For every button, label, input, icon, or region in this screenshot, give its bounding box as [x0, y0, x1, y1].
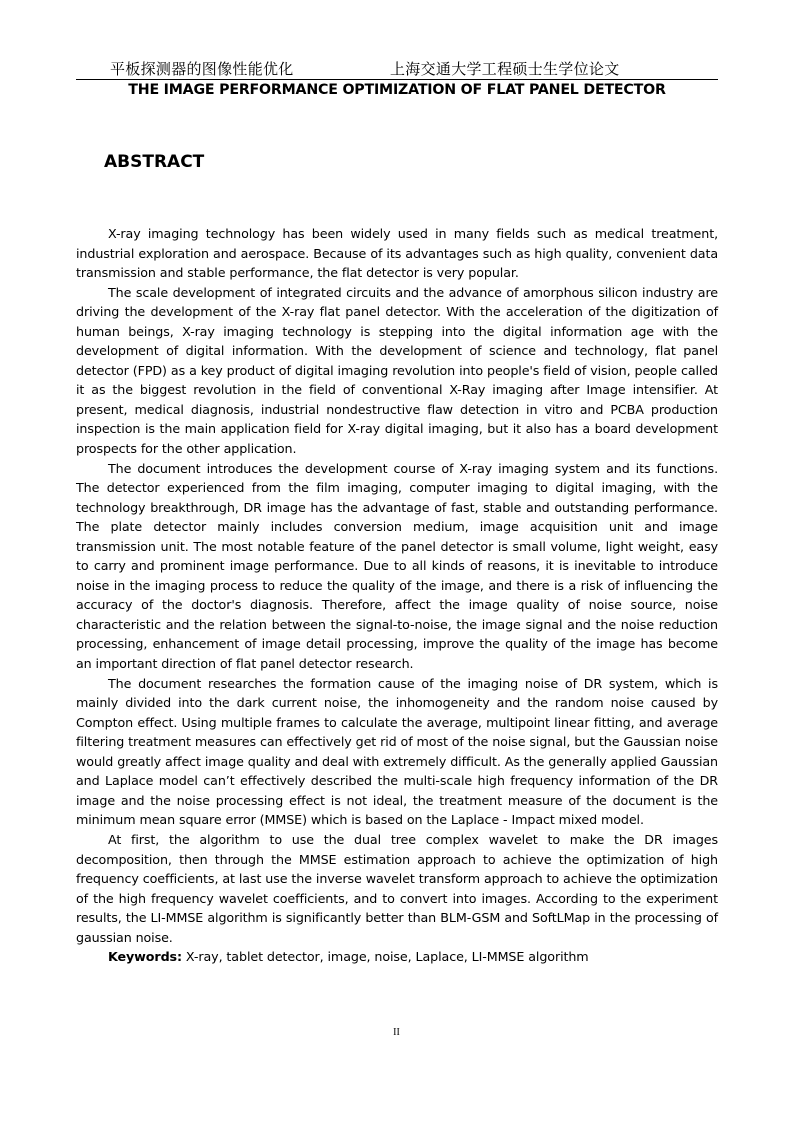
header-thesis-title: 平板探测器的图像性能优化 — [110, 60, 294, 78]
abstract-heading: ABSTRACT — [104, 152, 205, 172]
keywords-label: Keywords: — [108, 949, 182, 965]
page-number: II — [393, 1027, 400, 1038]
document-title: THE IMAGE PERFORMANCE OPTIMIZATION OF FLAT PANEL DETECTOR — [128, 82, 666, 98]
header-university: 上海交通大学工程硕士生学位论文 — [390, 60, 620, 78]
header-rule — [76, 79, 718, 80]
paragraph: The scale development of integrated circuits and the advance of amorphous silicon industry are driving the development of the X-ray flat panel detector. With the acceleration of the digitization of human beings, X-ray imaging technology is stepping into the digital information age with the development of digital information. With the development of science and technology, flat panel detector (FPD) as a key product of digital imaging revolution into people's field of vision, people called it as the biggest revolution in the field of conventional X-Ray imaging after Image intensifier. At present, medical diagnosis, industrial nondestructive flaw detection in vitro and PCBA production inspection is the main application field for X-ray digital imaging, but it also has a board development prospects for the other application. — [76, 284, 718, 457]
abstract-body — [76, 224, 718, 967]
keywords-line — [76, 947, 718, 967]
keywords-text: X-ray, tablet detector, image, noise, Laplace, LI-MMSE algorithm — [182, 949, 589, 965]
paragraph: The document introduces the development course of X-ray imaging system and its functions. The detector experienced from the film imaging, computer imaging to digital imaging, with the technology breakthrough, DR image has the advantage of fast, stable and outstanding performance. The plate detector mainly includes conversion medium, image acquisition unit and image transmission unit. The most notable feature of the panel detector is small volume, light weight, easy to carry and prominent image performance. Due to all kinds of reasons, it is inevitable to introduce noise in the imaging process to reduce the quality of the image, and there is a risk of influencing the accuracy of the doctor's diagnosis. Therefore, affect the image quality of noise source, noise characteristic and the relation between the signal-to-noise, the image signal and the noise reduction processing, enhancement of image detail processing, improve the quality of the image has become an important direction of flat panel detector research. — [76, 460, 718, 672]
paragraph: At first, the algorithm to use the dual tree complex wavelet to make the DR images decomposition, then through the MMSE estimation approach to achieve the optimization of high frequency coefficients, at last use the inverse wavelet transform approach to achieve the optimization of the high frequency wavelet coefficients, and to convert into images. According to the experiment results, the LI-MMSE algorithm is significantly better than BLM-GSM and SoftLMap in the processing of gaussian noise. — [76, 831, 718, 945]
paragraph: X-ray imaging technology has been widely used in many fields such as medical treatment, industrial exploration and aerospace. Because of its advantages such as high quality, convenient data transmission and stable performance, the flat detector is very popular. — [76, 226, 718, 281]
paragraph: The document researches the formation cause of the imaging noise of DR system, which is mainly divided into the dark current noise, the inhomogeneity and the random noise caused by Compton effect. Using multiple frames to calculate the average, multipoint linear fitting, and average filtering treatment measures can effectively get rid of most of the noise signal, but the Gaussian noise would greatly affect image quality and deal with extremely difficult. As the generally applied Gaussian and Laplace model can’t effectively described the multi-scale high frequency information of the DR image and the noise processing effect is not ideal, the treatment measure of the document is the minimum mean square error (MMSE) which is based on the Laplace - Impact mixed model. — [76, 675, 718, 828]
